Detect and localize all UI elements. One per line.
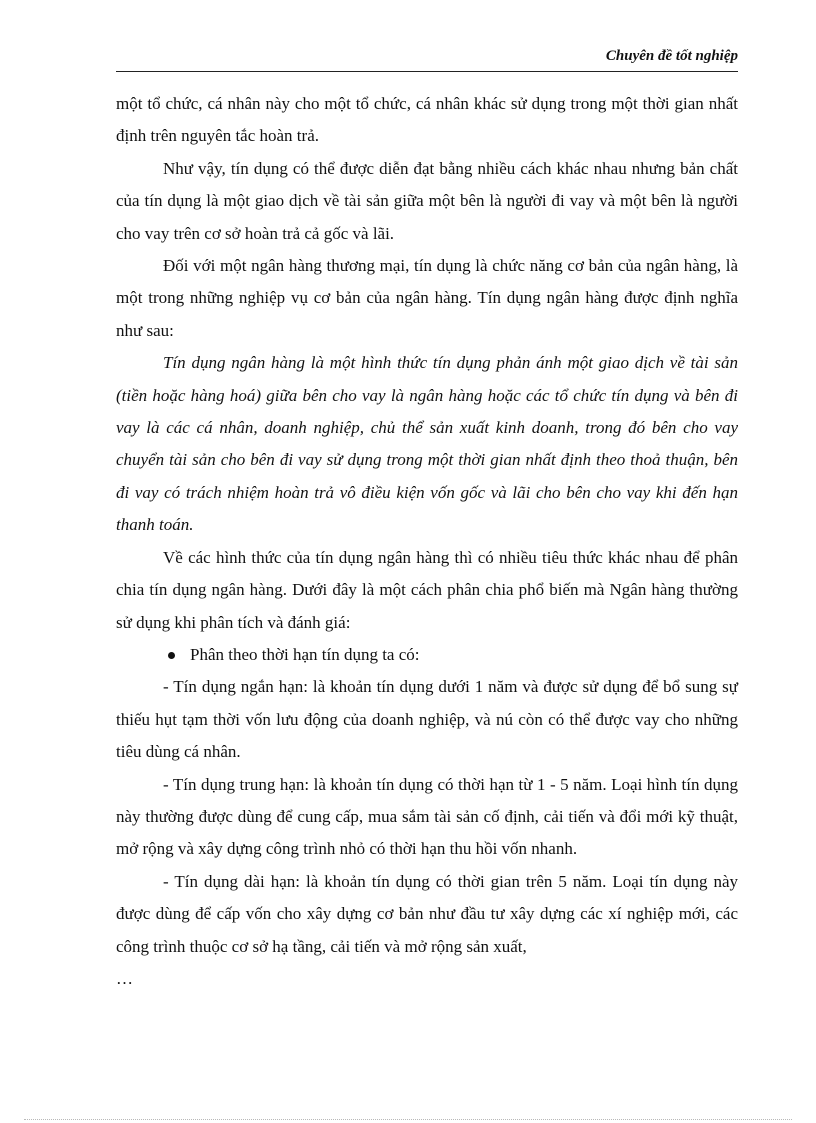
paragraph-classification: Về các hình thức của tín dụng ngân hàng thì có nhiều tiêu thức khác nhau để phân chia tín dụng ngân hàng. Dưới đây là một cách phân chia phổ biến mà Ngân hàng thường sử dụng khi phân tích và đánh giá: [116, 547, 738, 632]
paragraph-long-term: - Tín dụng dài hạn: là khoản tín dụng có thời gian trên 5 năm. Loại tín dụng này được dùng để cấp vốn cho xây dựng cơ bản như đầu tư xây dựng các xí nghiệp mới, các công trình thuộc cơ sở hạ tầng, cải tiến và mở rộng sản xuất, [116, 871, 738, 956]
paragraph-definition-quote: Tín dụng ngân hàng là một hình thức tín dụng phản ánh một giao dịch về tài sản (tiền hoặc hàng hoá) giữa bên cho vay là ngân hàng hoặc các tổ chức tín dụng và bên đi vay là các cá nhân, doanh nghiệp, chủ thể sản xuất kinh doanh, trong đó bên cho vay chuyển tài sản cho bên đi vay sử dụng trong một thời gian nhất định theo thoả thuận, bên đi vay có trách nhiệm hoàn trả vô điều kiện vốn gốc và lãi cho bên cho vay khi đến hạn thanh toán. [116, 353, 738, 535]
paragraph-commercial-bank: Đối với một ngân hàng thương mại, tín dụng là chức năng cơ bản của ngân hàng, là một trong những nghiệp vụ cơ bản của ngân hàng. Tín dụng ngân hàng được định nghĩa như sau: [116, 256, 738, 340]
document-body [116, 88, 738, 995]
ellipsis-line: … [116, 968, 133, 988]
footer-rule [24, 1119, 792, 1120]
paragraph-short-term: - Tín dụng ngắn hạn: là khoản tín dụng dưới 1 năm và được sử dụng để bổ sung sự thiếu hụt tạm thời vốn lưu động của doanh nghiệp, và nú còn có thể được vay cho những tiêu dùng cá nhân. [116, 677, 738, 762]
paragraph-summary: Như vậy, tín dụng có thể được diễn đạt bằng nhiều cách khác nhau nhưng bản chất của tín dụng là một giao dịch về tài sản giữa một bên là người đi vay và một bên là người cho vay trên cơ sở hoàn trả cả gốc và lãi. [116, 158, 738, 243]
paragraph-continuation: một tổ chức, cá nhân này cho một tổ chức, cá nhân khác sử dụng trong một thời gian nhất định trên nguyên tắc hoàn trả. [116, 94, 738, 146]
header-rule [116, 71, 738, 72]
bullet-item-term [116, 639, 738, 671]
paragraph-medium-term: - Tín dụng trung hạn: là khoản tín dụng có thời hạn từ 1 - 5 năm. Loại hình tín dụng này thường được dùng để cung cấp, mua sắm tài sản cố định, cải tiến và đổi mới kỹ thuật, mở rộng và xây dựng công trình nhỏ có thời hạn thu hồi vốn nhanh. [116, 774, 738, 859]
bullet-item-text: Phân theo thời hạn tín dụng ta có: [190, 644, 420, 664]
bullet-dot-icon [168, 652, 175, 659]
header-title: Chuyên đề tốt nghiệp [605, 48, 738, 64]
